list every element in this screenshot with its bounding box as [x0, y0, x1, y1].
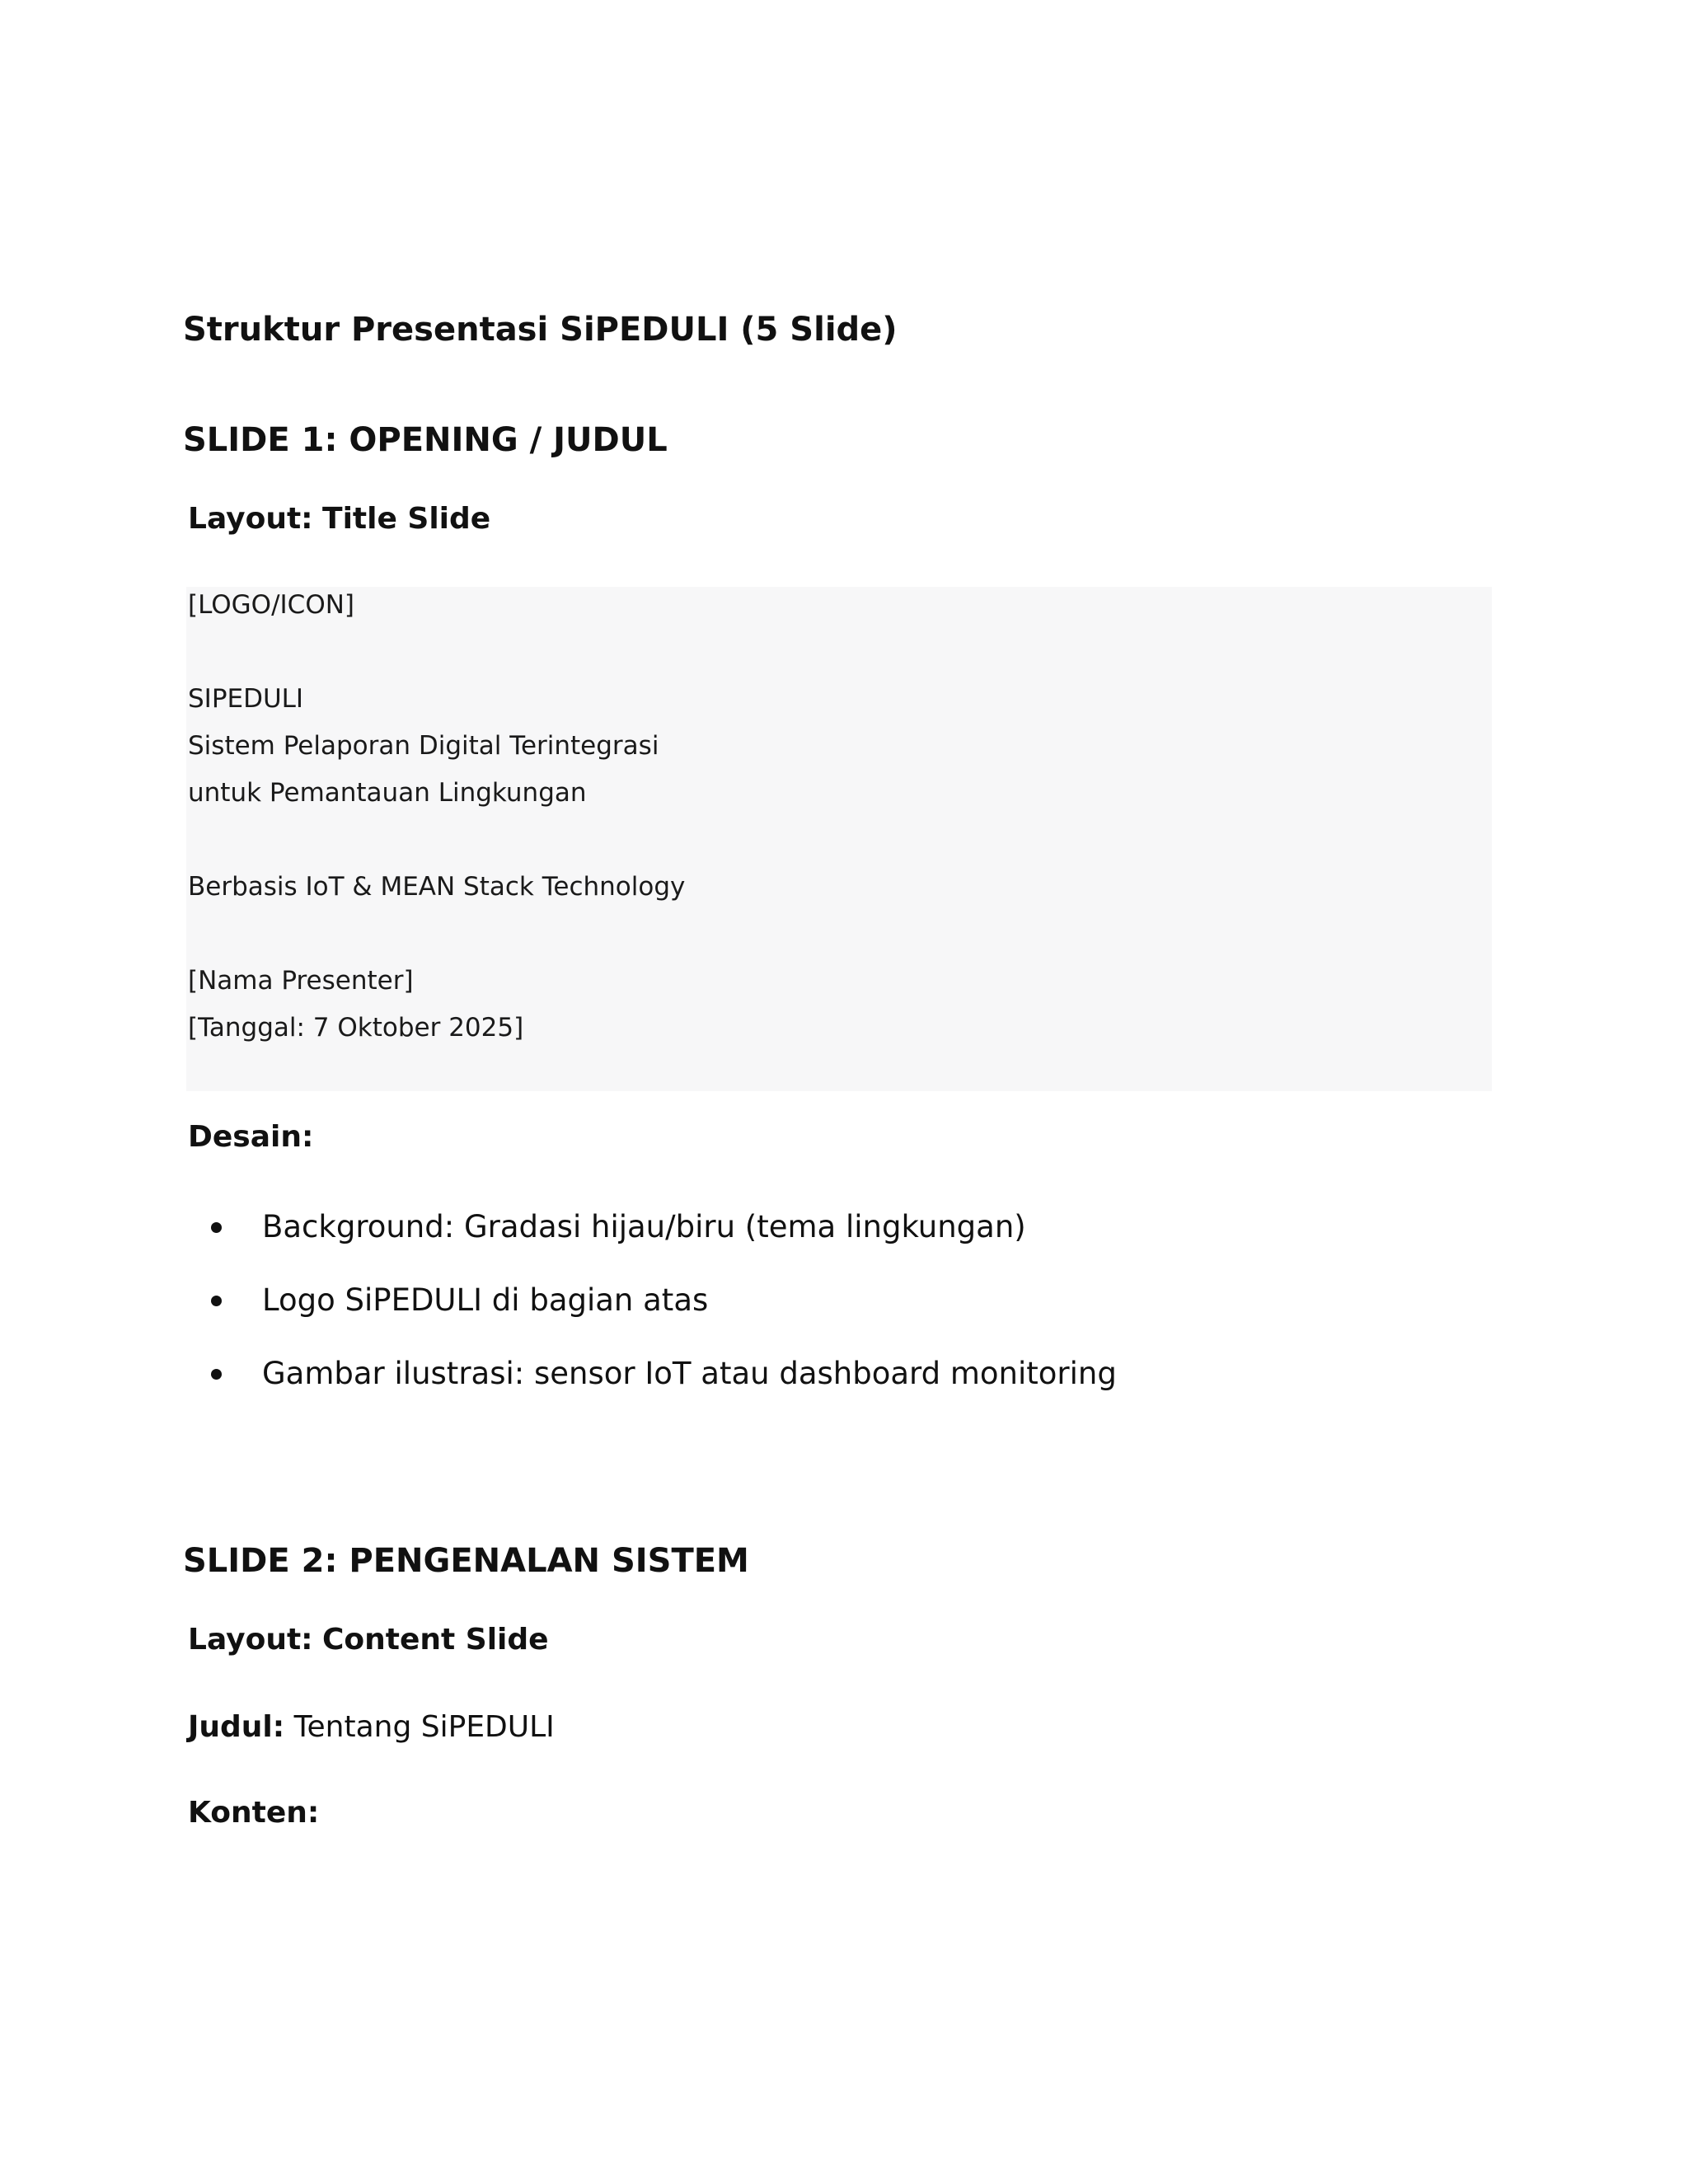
- bullet-icon: [211, 1369, 222, 1380]
- slide1-layout-value: Title Slide: [322, 502, 491, 536]
- slide1-layout-label: Layout:: [188, 502, 313, 536]
- list-item: [0, 1202, 1236, 1252]
- code-line-presenter: [Nama Presenter]: [188, 966, 414, 996]
- code-line-logo: [LOGO/ICON]: [188, 590, 354, 620]
- slide1-title-block: [186, 587, 1492, 1091]
- slide2-layout: [188, 1619, 549, 1661]
- slide1-layout: [188, 499, 490, 540]
- slide2-content-label: Konten:: [188, 1796, 320, 1830]
- slide1-design-label: Desain:: [188, 1120, 314, 1154]
- slide2-title-value: Tentang SiPEDULI: [293, 1710, 555, 1744]
- list-item: [0, 1349, 1236, 1399]
- code-line-date: [Tanggal: 7 Oktober 2025]: [188, 1013, 524, 1043]
- list-item-text: Logo SiPEDULI di bagian atas: [262, 1282, 709, 1318]
- slide2-layout-value: Content Slide: [322, 1623, 549, 1657]
- document-title: Struktur Presentasi SiPEDULI (5 Slide): [183, 311, 898, 349]
- code-line-subtitle-2: untuk Pemantauan Lingkungan: [188, 778, 587, 808]
- slide2-layout-label: Layout:: [188, 1623, 313, 1657]
- code-line-subtitle-1: Sistem Pelaporan Digital Terintegrasi: [188, 731, 659, 761]
- list-item-text: Gambar ilustrasi: sensor IoT atau dashboard monitoring: [262, 1356, 1117, 1391]
- list-item: [0, 1276, 1236, 1325]
- slide2-heading: SLIDE 2: PENGENALAN SISTEM: [183, 1542, 749, 1580]
- bullet-icon: [211, 1296, 222, 1306]
- bullet-icon: [211, 1222, 222, 1233]
- slide2-title: [188, 1707, 555, 1748]
- slide1-heading: SLIDE 1: OPENING / JUDUL: [183, 421, 668, 459]
- code-line-app-name: SIPEDULI: [188, 684, 304, 714]
- list-item-text: Background: Gradasi hijau/biru (tema lingkungan): [262, 1209, 1026, 1244]
- code-line-technology: Berbasis IoT & MEAN Stack Technology: [188, 872, 686, 902]
- slide2-title-label: Judul:: [188, 1710, 285, 1744]
